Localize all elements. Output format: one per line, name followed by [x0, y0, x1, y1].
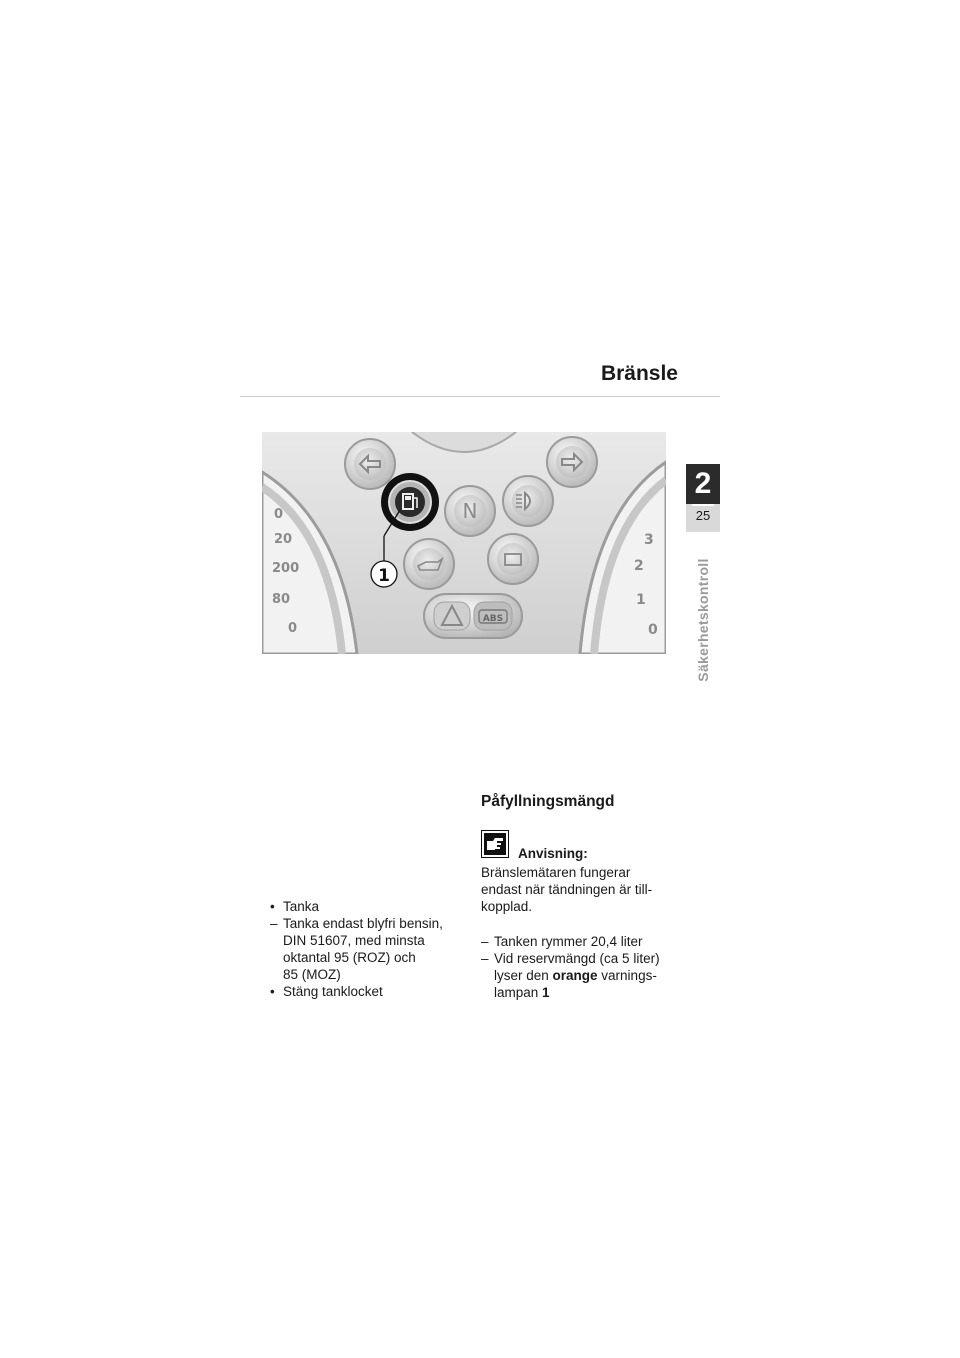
svg-text:20: 20 [274, 532, 293, 547]
list-text-continued: lyser den orange varnings- [494, 968, 657, 983]
svg-text:ABS: ABS [482, 614, 504, 624]
neutral-lamp-icon [445, 486, 495, 536]
chapter-tab-divider [692, 504, 714, 506]
note-label: Anvisning: [518, 846, 588, 861]
list-text: Vid reservmängd (ca 5 liter) [494, 951, 660, 966]
list-marker: – [481, 934, 489, 949]
turn-right-icon [547, 437, 597, 487]
svg-text:0: 0 [288, 621, 298, 636]
list-text: Tanka endast blyfri bensin, [283, 916, 443, 931]
high-beam-lamp-icon [503, 476, 553, 526]
list-marker: • [270, 984, 275, 999]
note-hand-icon [481, 830, 509, 858]
battery-lamp-icon [488, 534, 538, 584]
note-text: Bränslemätaren fungerar endast när tändningen är till- kopplad. [481, 865, 653, 914]
svg-text:N: N [462, 499, 478, 523]
svg-text:0: 0 [274, 507, 284, 522]
page-title: Bränsle [600, 362, 678, 385]
svg-text:80: 80 [272, 592, 291, 607]
svg-text:3: 3 [644, 532, 654, 548]
chapter-side-label: Säkerhetskontroll [695, 558, 711, 682]
list-text-continued: lampan 1 [494, 985, 550, 1000]
list-text: 85 (MOZ) [283, 967, 341, 982]
list-marker: • [270, 899, 275, 914]
list-marker: – [270, 916, 278, 931]
list-text: Stäng tanklocket [283, 984, 383, 999]
fuel-warning-lamp-icon [381, 473, 439, 531]
page-number: 25 [695, 508, 711, 523]
svg-text:200: 200 [272, 561, 300, 576]
list-text: Tanka [283, 899, 320, 914]
svg-text:1: 1 [636, 592, 646, 608]
instrument-cluster-figure [262, 432, 666, 654]
list-text: DIN 51607, med minsta [283, 933, 425, 948]
section-heading: Påfyllningsmängd [481, 793, 615, 810]
svg-text:0: 0 [648, 622, 658, 638]
svg-text:2: 2 [634, 558, 644, 574]
list-marker: – [481, 951, 489, 966]
chapter-number: 2 [694, 467, 712, 500]
hazard-abs-panel [424, 594, 522, 638]
turn-left-icon [345, 439, 395, 489]
oil-pressure-lamp-icon [404, 539, 454, 589]
list-text: Tanken rymmer 20,4 liter [494, 934, 643, 949]
svg-text:1: 1 [378, 566, 390, 586]
list-text: oktantal 95 (ROZ) och [283, 950, 416, 965]
header-rule [240, 396, 720, 397]
